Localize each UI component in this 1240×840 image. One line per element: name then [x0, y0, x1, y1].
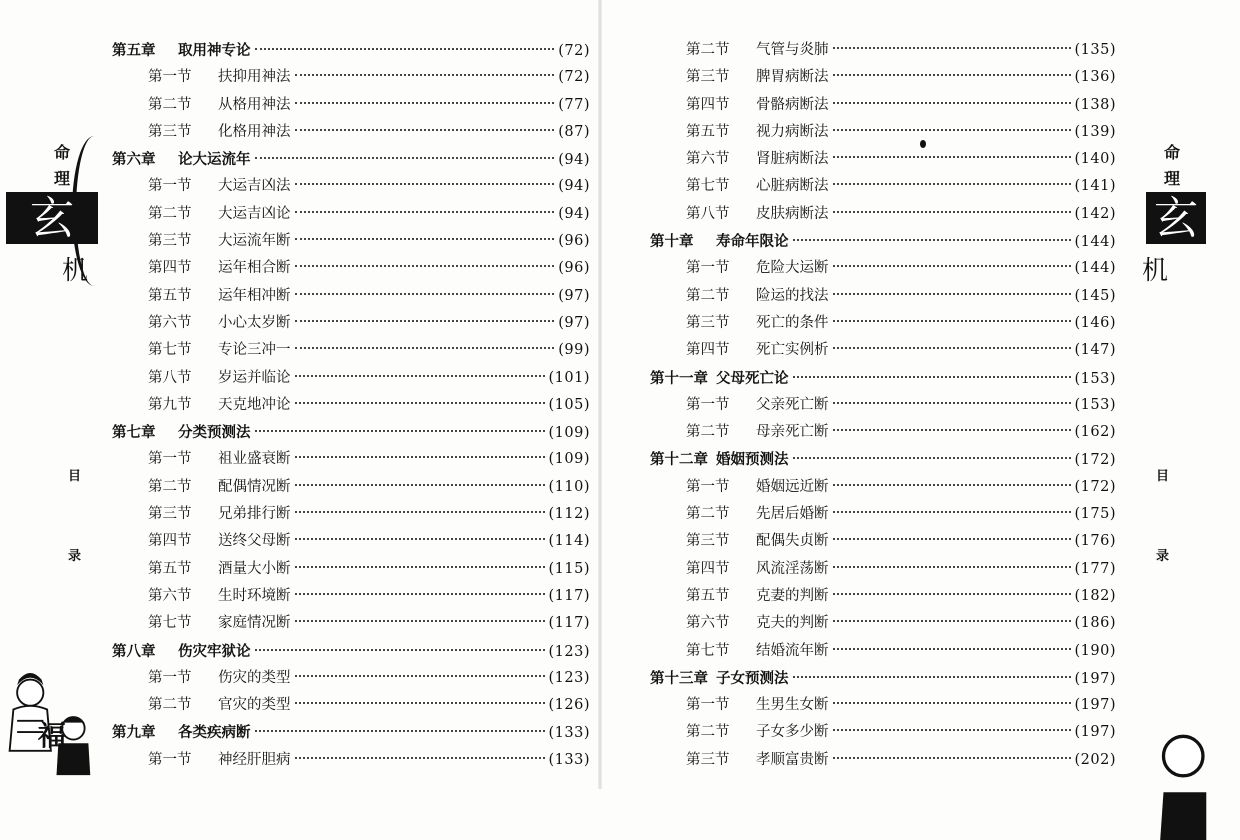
toc-entry-number: 第三节 — [686, 314, 730, 331]
dot-leader — [793, 238, 1071, 241]
toc-entry-title: 分类预测法 — [178, 424, 251, 442]
toc-entry-title: 酒量大小断 — [218, 560, 291, 577]
toc-entry-page-number: (162) — [1074, 424, 1116, 441]
dot-leader — [255, 156, 555, 159]
toc-chapter-entry — [650, 228, 1116, 255]
toc-section-entry — [112, 665, 590, 692]
toc-entry-title: 死亡实例析 — [756, 342, 829, 359]
dot-leader — [295, 565, 545, 568]
dot-leader — [295, 292, 555, 295]
toc-entry-number: 第十二章 — [650, 451, 708, 469]
toc-entry-page-number: (139) — [1074, 123, 1116, 140]
toc-entry-number: 第七节 — [686, 178, 730, 195]
toc-section-entry — [112, 228, 590, 255]
toc-section-entry — [650, 556, 1116, 583]
toc-section-entry — [112, 583, 590, 610]
toc-section-entry — [650, 528, 1116, 555]
toc-entry-number: 第二节 — [148, 478, 192, 495]
toc-entry-page-number: (87) — [558, 123, 590, 140]
toc-entry-page-number: (135) — [1074, 42, 1116, 58]
toc-section-entry — [650, 610, 1116, 637]
toc-entry-page-number: (72) — [558, 43, 590, 59]
toc-entry-number: 第八节 — [686, 205, 730, 222]
dot-leader — [295, 401, 545, 404]
dot-leader — [295, 592, 545, 595]
toc-entry-title: 伤灾牢狱论 — [178, 642, 251, 660]
side-label-mu-right: 目 — [1156, 469, 1170, 484]
toc-section-entry — [112, 92, 590, 119]
dot-leader — [833, 510, 1071, 513]
mascot-illustration-right — [1130, 710, 1220, 840]
toc-section-entry — [650, 638, 1116, 665]
toc-entry-page-number: (77) — [558, 96, 590, 113]
toc-entry-number: 第一节 — [686, 396, 730, 413]
right-page — [600, 0, 1198, 789]
toc-entry-title: 克妻的判断 — [756, 587, 829, 604]
toc-entry-title: 子女多少断 — [756, 724, 829, 741]
dot-leader — [833, 319, 1071, 322]
dot-leader — [833, 346, 1071, 349]
toc-entry-page-number: (177) — [1074, 560, 1116, 577]
toc-entry-page-number: (109) — [548, 425, 590, 442]
toc-entry-title: 专论三冲一 — [218, 342, 291, 359]
left-toc-list — [112, 37, 590, 774]
dot-leader — [833, 46, 1071, 49]
toc-entry-number: 第四节 — [148, 260, 192, 277]
toc-entry-page-number: (153) — [1074, 370, 1116, 387]
toc-entry-title: 取用神专论 — [178, 42, 251, 59]
toc-chapter-entry — [650, 665, 1116, 692]
toc-entry-title: 岁运并临论 — [218, 369, 291, 386]
toc-chapter-entry — [650, 446, 1116, 473]
toc-entry-number: 第二节 — [148, 697, 192, 714]
dot-leader — [833, 537, 1071, 540]
toc-entry-page-number: (153) — [1074, 396, 1116, 413]
side-char-ming: 命 — [54, 143, 71, 162]
toc-entry-title: 父母死亡论 — [716, 369, 789, 387]
dot-leader — [833, 264, 1071, 267]
toc-entry-title: 天克地冲论 — [218, 396, 291, 413]
toc-section-entry — [112, 474, 590, 501]
toc-entry-title: 婚姻远近断 — [756, 478, 829, 495]
toc-entry-page-number: (144) — [1074, 260, 1116, 277]
toc-entry-title: 扶抑用神法 — [218, 69, 291, 86]
toc-section-entry — [112, 528, 590, 555]
dot-leader — [295, 483, 545, 486]
toc-entry-number: 第六节 — [686, 151, 730, 168]
toc-entry-page-number: (126) — [548, 697, 590, 714]
toc-entry-page-number: (202) — [1074, 751, 1116, 768]
dot-leader — [295, 674, 545, 677]
side-char-xuan: 玄 — [30, 193, 74, 244]
toc-entry-page-number: (94) — [558, 205, 590, 222]
dot-leader — [793, 675, 1071, 678]
toc-entry-number: 第五节 — [686, 123, 730, 140]
toc-section-entry — [112, 337, 590, 364]
dot-leader — [833, 210, 1071, 213]
toc-entry-number: 第十章 — [650, 233, 694, 251]
toc-entry-title: 危险大运断 — [756, 260, 829, 277]
toc-entry-number: 第二节 — [686, 42, 730, 58]
toc-entry-title: 伤灾的类型 — [218, 669, 291, 686]
toc-entry-number: 第二节 — [686, 424, 730, 441]
toc-entry-title: 家庭情况断 — [218, 615, 291, 632]
toc-entry-title: 兄弟排行断 — [218, 506, 291, 523]
side-char-xuan-right: 玄 — [1154, 193, 1198, 244]
mascot-illustration — [4, 660, 94, 790]
dot-leader — [295, 264, 555, 267]
toc-entry-title: 化格用神法 — [218, 123, 291, 140]
dot-leader — [295, 756, 545, 759]
toc-entry-number: 第三节 — [686, 533, 730, 550]
toc-section-entry — [112, 64, 590, 91]
toc-entry-title: 克夫的判断 — [756, 615, 829, 632]
toc-entry-page-number: (97) — [558, 314, 590, 331]
toc-entry-title: 父亲死亡断 — [756, 396, 829, 413]
ink-speck — [920, 140, 926, 148]
toc-section-entry — [650, 310, 1116, 337]
toc-section-entry — [650, 719, 1116, 746]
toc-entry-page-number: (72) — [558, 69, 590, 86]
toc-entry-page-number: (197) — [1074, 697, 1116, 714]
toc-entry-page-number: (172) — [1074, 478, 1116, 495]
toc-entry-number: 第二节 — [686, 724, 730, 741]
toc-entry-title: 神经肝胆病 — [218, 751, 291, 768]
dot-leader — [295, 455, 545, 458]
toc-section-entry — [112, 365, 590, 392]
toc-entry-title: 心脏病断法 — [756, 178, 829, 195]
toc-entry-page-number: (112) — [548, 506, 590, 523]
toc-entry-number: 第六节 — [686, 615, 730, 632]
toc-entry-page-number: (190) — [1074, 642, 1116, 659]
toc-entry-title: 险运的找法 — [756, 287, 829, 304]
toc-entry-page-number: (176) — [1074, 533, 1116, 550]
dot-leader — [295, 182, 555, 185]
toc-entry-title: 母亲死亡断 — [756, 424, 829, 441]
dot-leader — [295, 374, 545, 377]
dot-leader — [833, 483, 1071, 486]
side-char-ming-right: 命 — [1164, 143, 1181, 162]
toc-section-entry — [650, 37, 1116, 64]
toc-section-entry — [650, 419, 1116, 446]
toc-entry-page-number: (133) — [548, 725, 590, 742]
dot-leader — [833, 128, 1071, 131]
side-badge-left — [2, 140, 102, 440]
toc-entry-number: 第一节 — [148, 751, 192, 768]
toc-entry-page-number: (172) — [1074, 452, 1116, 469]
dot-leader — [295, 346, 555, 349]
dot-leader — [833, 756, 1071, 759]
toc-section-entry — [112, 556, 590, 583]
toc-entry-title: 子女预测法 — [716, 669, 789, 687]
dot-leader — [295, 510, 545, 513]
toc-entry-page-number: (182) — [1074, 587, 1116, 604]
dot-leader — [295, 210, 555, 213]
toc-entry-page-number: (136) — [1074, 69, 1116, 86]
dot-leader — [833, 428, 1071, 431]
toc-entry-number: 第一节 — [148, 451, 192, 468]
dot-leader — [833, 647, 1071, 650]
side-block — [6, 192, 98, 244]
toc-section-entry — [112, 283, 590, 310]
toc-entry-page-number: (109) — [548, 451, 590, 468]
dot-leader — [255, 648, 545, 651]
toc-entry-page-number: (115) — [548, 560, 590, 577]
toc-section-entry — [112, 692, 590, 719]
toc-entry-title: 论大运流年 — [178, 151, 251, 169]
toc-entry-page-number: (175) — [1074, 506, 1116, 523]
side-badge-right — [1140, 140, 1240, 440]
toc-section-entry — [112, 310, 590, 337]
toc-entry-number: 第七章 — [112, 424, 156, 442]
toc-section-entry — [650, 119, 1116, 146]
dot-leader — [833, 182, 1071, 185]
toc-entry-number: 第七节 — [148, 342, 192, 359]
toc-entry-number: 第六节 — [148, 587, 192, 604]
toc-entry-title: 结婚流年断 — [756, 642, 829, 659]
toc-entry-title: 大运吉凶法 — [218, 178, 291, 195]
toc-section-entry — [650, 392, 1116, 419]
toc-entry-number: 第十一章 — [650, 369, 708, 387]
side-char-ji: 机 — [62, 256, 89, 286]
dot-leader — [793, 456, 1071, 459]
dot-leader — [255, 47, 555, 50]
toc-entry-number: 第一节 — [148, 178, 192, 195]
toc-entry-title: 配偶情况断 — [218, 478, 291, 495]
mascot-fu-text: 福 — [37, 719, 66, 753]
toc-entry-page-number: (96) — [558, 233, 590, 250]
toc-section-entry — [650, 201, 1116, 228]
toc-entry-title: 官灾的类型 — [218, 697, 291, 714]
side-label-mu: 目 — [68, 469, 82, 484]
toc-entry-title: 死亡的条件 — [756, 314, 829, 331]
toc-section-entry — [650, 146, 1116, 173]
toc-entry-number: 第五节 — [148, 560, 192, 577]
toc-entry-page-number: (144) — [1074, 234, 1116, 251]
toc-section-entry — [650, 283, 1116, 310]
toc-entry-number: 第二节 — [686, 506, 730, 523]
toc-section-entry — [650, 692, 1116, 719]
toc-entry-title: 骨骼病断法 — [756, 96, 829, 113]
toc-entry-page-number: (138) — [1074, 96, 1116, 113]
dot-leader — [255, 729, 545, 732]
dot-leader — [833, 101, 1071, 104]
toc-entry-title: 配偶失贞断 — [756, 533, 829, 550]
dot-leader — [295, 73, 555, 76]
toc-entry-page-number: (147) — [1074, 342, 1116, 359]
toc-entry-page-number: (141) — [1074, 178, 1116, 195]
toc-section-entry — [650, 583, 1116, 610]
toc-entry-page-number: (146) — [1074, 314, 1116, 331]
toc-entry-number: 第八节 — [148, 369, 192, 386]
dot-leader — [833, 701, 1071, 704]
toc-section-entry — [112, 173, 590, 200]
toc-entry-number: 第四节 — [148, 533, 192, 550]
left-page — [0, 0, 600, 789]
toc-entry-title: 婚姻预测法 — [716, 451, 789, 469]
toc-entry-page-number: (140) — [1074, 151, 1116, 168]
toc-section-entry — [112, 747, 590, 774]
toc-entry-number: 第六章 — [112, 151, 156, 169]
side-char-li-right: 理 — [1164, 169, 1181, 188]
toc-entry-number: 第一节 — [686, 260, 730, 277]
toc-section-entry — [650, 501, 1116, 528]
toc-section-entry — [112, 392, 590, 419]
dot-leader — [295, 128, 555, 131]
toc-section-entry — [650, 64, 1116, 91]
toc-entry-title: 大运吉凶论 — [218, 205, 291, 222]
toc-section-entry — [112, 610, 590, 637]
toc-entry-title: 生男生女断 — [756, 697, 829, 714]
toc-entry-page-number: (117) — [548, 615, 590, 632]
toc-chapter-entry — [112, 419, 590, 446]
toc-section-entry — [112, 501, 590, 528]
toc-entry-title: 气管与炎肺 — [756, 42, 829, 58]
toc-section-entry — [112, 201, 590, 228]
toc-section-entry — [650, 747, 1116, 774]
toc-entry-title: 风流淫荡断 — [756, 560, 829, 577]
toc-chapter-entry — [112, 37, 590, 64]
toc-section-entry — [650, 337, 1116, 364]
toc-entry-page-number: (114) — [548, 533, 590, 550]
dot-leader — [295, 101, 555, 104]
toc-entry-title: 皮肤病断法 — [756, 205, 829, 222]
toc-entry-page-number: (105) — [548, 396, 590, 413]
toc-entry-page-number: (110) — [548, 478, 590, 495]
toc-entry-number: 第七节 — [686, 642, 730, 659]
toc-entry-number: 第七节 — [148, 615, 192, 632]
dot-leader — [295, 619, 545, 622]
toc-entry-page-number: (94) — [558, 152, 590, 169]
dot-leader — [833, 728, 1071, 731]
toc-entry-page-number: (123) — [548, 669, 590, 686]
toc-entry-page-number: (142) — [1074, 205, 1116, 222]
toc-section-entry — [112, 255, 590, 282]
toc-entry-title: 运年相冲断 — [218, 287, 291, 304]
toc-entry-page-number: (96) — [558, 260, 590, 277]
toc-section-entry — [650, 255, 1116, 282]
dot-leader — [833, 292, 1071, 295]
toc-entry-number: 第三节 — [686, 751, 730, 768]
toc-entry-title: 寿命年限论 — [716, 233, 789, 251]
toc-entry-page-number: (197) — [1074, 724, 1116, 741]
toc-entry-title: 运年相合断 — [218, 260, 291, 277]
toc-entry-title: 生时环境断 — [218, 587, 291, 604]
dot-leader — [295, 319, 555, 322]
dot-leader — [833, 565, 1071, 568]
toc-entry-number: 第三节 — [148, 123, 192, 140]
toc-entry-number: 第四节 — [686, 96, 730, 113]
toc-section-entry — [112, 119, 590, 146]
side-char-li: 理 — [54, 169, 71, 188]
dot-leader — [833, 73, 1071, 76]
toc-entry-number: 第九章 — [112, 724, 156, 742]
toc-entry-number: 第八章 — [112, 642, 156, 660]
toc-entry-number: 第三节 — [148, 506, 192, 523]
dot-leader — [793, 375, 1071, 378]
dot-leader — [255, 429, 545, 432]
dot-leader — [295, 237, 555, 240]
toc-entry-number: 第二节 — [686, 287, 730, 304]
dot-leader — [295, 701, 545, 704]
toc-entry-title: 肾脏病断法 — [756, 151, 829, 168]
toc-entry-page-number: (94) — [558, 178, 590, 195]
toc-entry-title: 送终父母断 — [218, 533, 291, 550]
side-label-lu: 录 — [68, 549, 82, 564]
side-block-right — [1146, 192, 1206, 244]
toc-entry-number: 第五节 — [686, 587, 730, 604]
toc-entry-number: 第五章 — [112, 42, 156, 59]
toc-entry-title: 孝顺富贵断 — [756, 751, 829, 768]
dot-leader — [295, 537, 545, 540]
toc-entry-page-number: (117) — [548, 587, 590, 604]
toc-entry-number: 第一节 — [686, 697, 730, 714]
toc-entry-number: 第一节 — [148, 669, 192, 686]
dot-leader — [833, 592, 1071, 595]
toc-entry-page-number: (186) — [1074, 615, 1116, 632]
toc-section-entry — [650, 474, 1116, 501]
toc-section-entry — [650, 92, 1116, 119]
toc-entry-number: 第六节 — [148, 314, 192, 331]
toc-entry-number: 第三节 — [686, 69, 730, 86]
toc-entry-number: 第九节 — [148, 396, 192, 413]
toc-section-entry — [650, 173, 1116, 200]
toc-entry-page-number: (97) — [558, 287, 590, 304]
toc-entry-number: 第一节 — [148, 69, 192, 86]
toc-entry-number: 第五节 — [148, 287, 192, 304]
toc-entry-title: 先居后婚断 — [756, 506, 829, 523]
toc-entry-title: 从格用神法 — [218, 96, 291, 113]
toc-entry-number: 第二节 — [148, 205, 192, 222]
toc-chapter-entry — [112, 719, 590, 746]
dot-leader — [833, 155, 1071, 158]
toc-entry-number: 第四节 — [686, 560, 730, 577]
toc-chapter-entry — [112, 638, 590, 665]
toc-entry-page-number: (133) — [548, 751, 590, 768]
toc-entry-page-number: (99) — [558, 342, 590, 359]
toc-entry-title: 祖业盛衰断 — [218, 451, 291, 468]
side-label-lu-right: 录 — [1156, 549, 1170, 564]
toc-entry-number: 第二节 — [148, 96, 192, 113]
side-char-ji-right: 机 — [1142, 256, 1169, 286]
toc-entry-page-number: (197) — [1074, 670, 1116, 687]
toc-entry-title: 大运流年断 — [218, 233, 291, 250]
toc-entry-number: 第一节 — [686, 478, 730, 495]
dot-leader — [833, 619, 1071, 622]
toc-entry-number: 第十三章 — [650, 669, 708, 687]
toc-entry-title: 小心太岁断 — [218, 314, 291, 331]
toc-entry-number: 第四节 — [686, 342, 730, 359]
toc-entry-page-number: (101) — [548, 369, 590, 386]
toc-entry-number: 第三节 — [148, 233, 192, 250]
toc-entry-page-number: (123) — [548, 643, 590, 660]
toc-entry-page-number: (145) — [1074, 287, 1116, 304]
right-toc-list — [650, 37, 1116, 774]
toc-entry-title: 各类疾病断 — [178, 724, 251, 742]
toc-entry-title: 视力病断法 — [756, 123, 829, 140]
toc-chapter-entry — [650, 365, 1116, 392]
toc-chapter-entry — [112, 146, 590, 173]
toc-entry-title: 脾胃病断法 — [756, 69, 829, 86]
toc-section-entry — [112, 446, 590, 473]
dot-leader — [833, 401, 1071, 404]
